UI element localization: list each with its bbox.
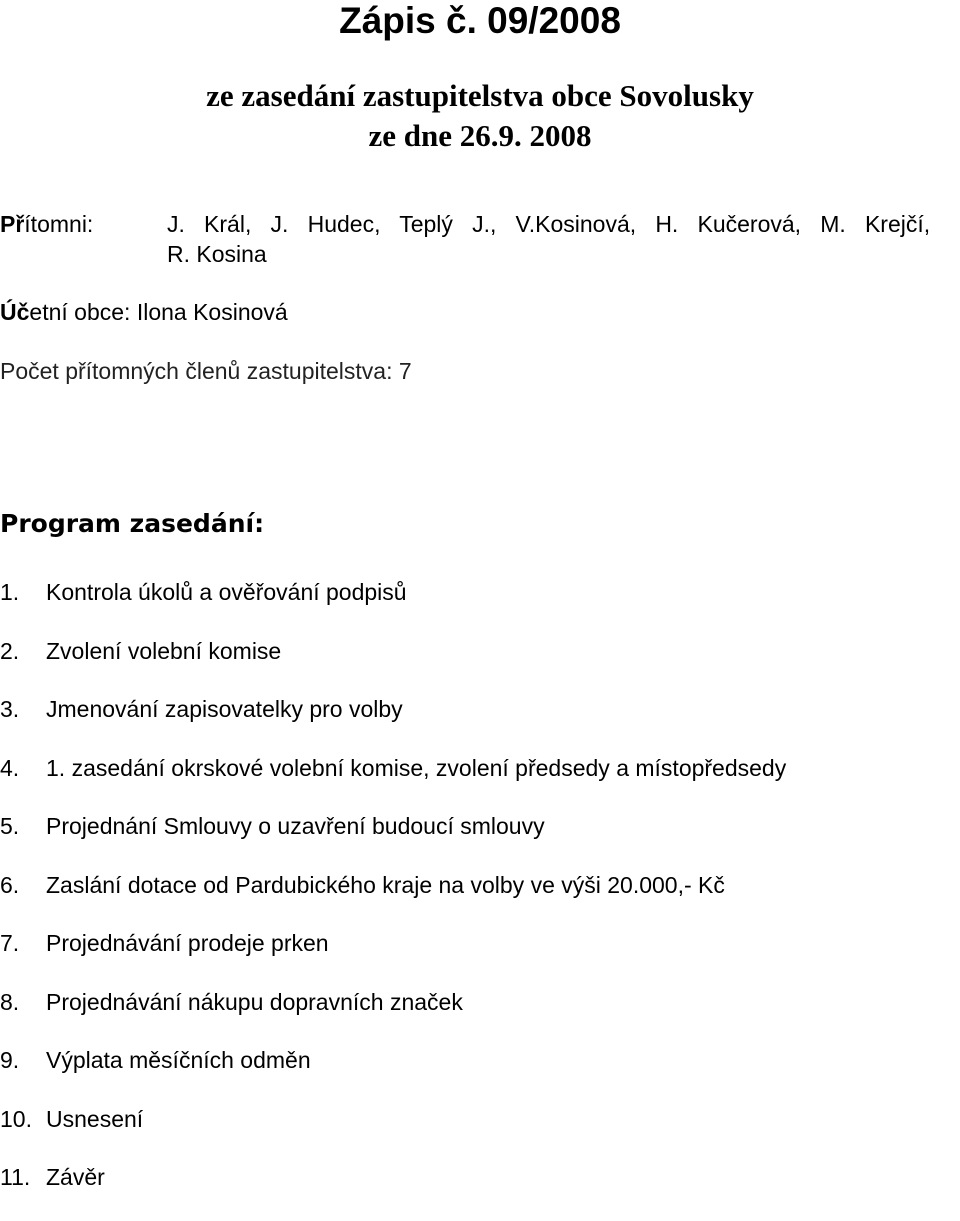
agenda-item xyxy=(0,928,786,987)
agenda-item-number: 8. xyxy=(0,988,20,1015)
agenda-item xyxy=(0,811,786,870)
document-date: ze dne 26.9. 2008 xyxy=(368,118,592,153)
accountant-label-bold: Úč xyxy=(0,299,30,325)
document-title: Zápis č. 09/2008 xyxy=(339,0,621,41)
agenda-item-text: 1. zasedání okrskové volební komise, zvolení předsedy a místopředsedy xyxy=(46,754,787,781)
accountant-name: Ilona Kosinová xyxy=(136,299,288,325)
agenda-item-number: 2. xyxy=(0,637,20,664)
agenda-item-number: 7. xyxy=(0,930,20,956)
present-label-bold: Př xyxy=(0,211,25,237)
agenda-item-number: 1. xyxy=(0,579,20,605)
agenda-item-number: 9. xyxy=(0,1047,20,1073)
agenda-item xyxy=(0,753,786,812)
agenda-item-number: 3. xyxy=(0,696,20,722)
present-members-continued: R. Kosina xyxy=(167,241,267,267)
agenda-item-number: 4. xyxy=(0,754,20,781)
agenda-item-text: Projednávání nákupu dopravních značek xyxy=(46,988,463,1015)
agenda-item-number: 10. xyxy=(0,1105,32,1132)
agenda-item xyxy=(0,987,786,1046)
accountant-line xyxy=(0,298,288,326)
program-heading: Program zasedání: xyxy=(0,509,265,538)
agenda-item-number: 11. xyxy=(0,1164,31,1190)
agenda-item-number: 5. xyxy=(0,813,20,839)
accountant-label-rest: etní obce: xyxy=(29,299,131,325)
agenda-item-text: Zvolení volební komise xyxy=(46,637,282,664)
present-label-rest: ítomni: xyxy=(24,211,94,237)
agenda-item xyxy=(0,636,786,695)
agenda-list xyxy=(0,577,786,1221)
present-label xyxy=(0,210,93,238)
agenda-item xyxy=(0,1162,786,1221)
agenda-item-text: Projednání Smlouvy o uzavření budoucí smlouvy xyxy=(46,813,545,839)
agenda-item-text: Závěr xyxy=(46,1164,105,1190)
agenda-item xyxy=(0,577,786,636)
agenda-item-text: Usnesení xyxy=(46,1105,144,1132)
document-subtitle: ze zasedání zastupitelstva obce Sovolusky xyxy=(206,78,754,113)
agenda-item-text: Projednávání prodeje prken xyxy=(46,930,329,956)
agenda-item xyxy=(0,870,786,929)
member-count: Počet přítomných členů zastupitelstva: 7 xyxy=(0,358,412,384)
agenda-item-text: Jmenování zapisovatelky pro volby xyxy=(46,696,403,722)
agenda-item-text: Kontrola úkolů a ověřování podpisů xyxy=(46,579,407,605)
agenda-item-number: 6. xyxy=(0,871,20,898)
present-members: J. Král, J. Hudec, Teplý J., V.Kosinová, H. Kučerová, M. Krejčí, xyxy=(167,211,931,237)
agenda-item xyxy=(0,694,786,753)
agenda-item-text: Výplata měsíčních odměn xyxy=(46,1047,311,1073)
agenda-item-text: Zaslání dotace od Pardubického kraje na volby ve výši 20.000,- Kč xyxy=(46,871,725,898)
agenda-item xyxy=(0,1045,786,1104)
agenda-item xyxy=(0,1104,786,1163)
